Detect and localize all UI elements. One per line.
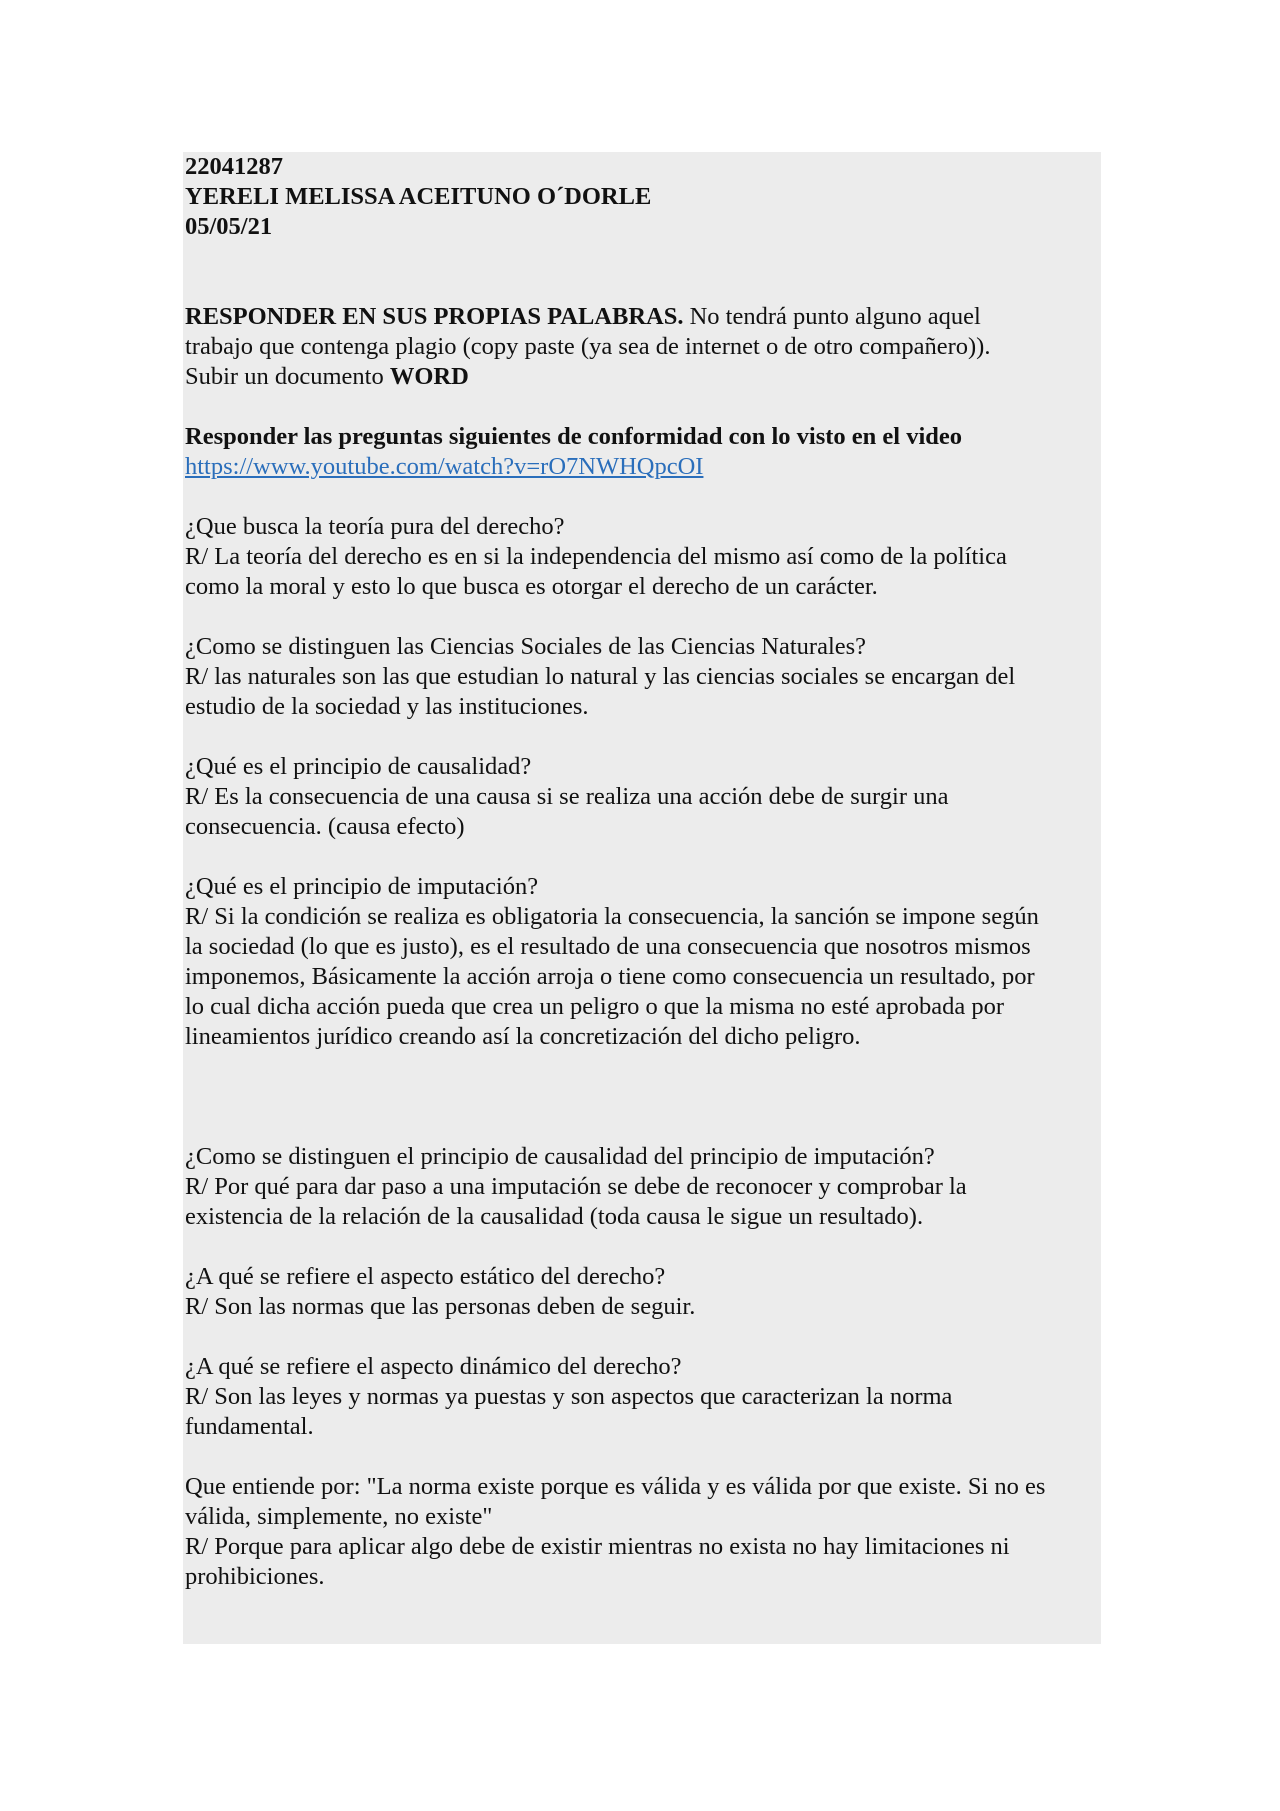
question-7: ¿A qué se refiere el aspecto dinámico del derecho?: [185, 1353, 682, 1380]
answer-8-line-2: prohibiciones.: [185, 1563, 325, 1590]
spacer: [185, 1112, 1099, 1142]
question-2: ¿Como se distinguen las Ciencias Sociales de las Ciencias Naturales?: [185, 633, 867, 660]
question-6: ¿A qué se refiere el aspecto estático del derecho?: [185, 1263, 666, 1290]
instructions-line-3: [185, 362, 1099, 392]
instructions-bold-lead: RESPONDER EN SUS PROPIAS PALABRAS.: [185, 303, 684, 330]
instructions-line-1-rest: No tendrá punto alguno aquel: [683, 303, 981, 330]
document-text: [185, 152, 1099, 1592]
instructions-line-3-text: Subir un documento: [185, 363, 390, 390]
answer-7-line-1: R/ Son las leyes y normas ya puestas y son aspectos que caracterizan la norma: [185, 1383, 953, 1410]
spacer: [185, 272, 1099, 302]
answer-4-line-4: lo cual dicha acción pueda que crea un peligro o que la misma no esté aprobada por: [185, 993, 1005, 1020]
video-link[interactable]: https://www.youtube.com/watch?v=rO7NWHQpcOI: [185, 453, 704, 480]
instructions-word-bold: WORD: [389, 363, 469, 390]
spacer: [185, 1442, 1099, 1472]
answer-4-line-3: imponemos, Básicamente la acción arroja o tiene como consecuencia un resultado, por: [185, 963, 1035, 990]
answer-5-line-2: existencia de la relación de la causalidad (toda causa le sigue un resultado).: [185, 1203, 924, 1230]
answer-1-line-1: R/ La teoría del derecho es en si la independencia del mismo así como de la política: [185, 543, 1007, 570]
question-8-line-2: válida, simplemente, no existe": [185, 1503, 493, 1530]
answer-6-line-1: R/ Son las normas que las personas deben de seguir.: [185, 1293, 696, 1320]
answer-2-line-2: estudio de la sociedad y las instituciones.: [185, 693, 589, 720]
spacer: [185, 392, 1099, 422]
answer-7-line-2: fundamental.: [185, 1413, 314, 1440]
question-1: ¿Que busca la teoría pura del derecho?: [185, 513, 565, 540]
spacer: [185, 1232, 1099, 1262]
spacer: [185, 722, 1099, 752]
spacer: [185, 1052, 1099, 1082]
answer-8-line-1: R/ Porque para aplicar algo debe de existir mientras no exista no hay limitaciones ni: [185, 1533, 1010, 1560]
student-id: 22041287: [185, 153, 283, 180]
instructions-line-2: trabajo que contenga plagio (copy paste (ya sea de internet o de otro compañero)).: [185, 333, 991, 360]
answer-3-line-2: consecuencia. (causa efecto): [185, 813, 465, 840]
question-5: ¿Como se distinguen el principio de causalidad del principio de imputación?: [185, 1143, 935, 1170]
document-body: [183, 152, 1101, 1644]
answer-4-line-5: lineamientos jurídico creando así la concretización del dicho peligro.: [185, 1023, 861, 1050]
answer-1-line-2: como la moral y esto lo que busca es otorgar el derecho de un carácter.: [185, 573, 878, 600]
spacer: [185, 1082, 1099, 1112]
answer-3-line-1: R/ Es la consecuencia de una causa si se realiza una acción debe de surgir una: [185, 783, 949, 810]
answer-4-line-2: la sociedad (lo que es justo), es el resultado de una consecuencia que nosotros mismos: [185, 933, 1031, 960]
answer-5-line-1: R/ Por qué para dar paso a una imputación se debe de reconocer y comprobar la: [185, 1173, 967, 1200]
question-3: ¿Qué es el principio de causalidad?: [185, 753, 532, 780]
spacer: [185, 842, 1099, 872]
video-heading: Responder las preguntas siguientes de conformidad con lo visto en el video: [185, 423, 963, 450]
spacer: [185, 602, 1099, 632]
answer-2-line-1: R/ las naturales son las que estudian lo natural y las ciencias sociales se encargan del: [185, 663, 1016, 690]
question-8-line-1: Que entiende por: "La norma existe porque es válida y es válida por que existe. Si no es: [185, 1473, 1046, 1500]
spacer: [185, 482, 1099, 512]
spacer: [185, 242, 1099, 272]
spacer: [185, 1322, 1099, 1352]
question-4: ¿Qué es el principio de imputación?: [185, 873, 539, 900]
instructions-line-1: [185, 302, 1099, 332]
student-name: YERELI MELISSA ACEITUNO O´DORLE: [185, 183, 652, 210]
document-date: 05/05/21: [185, 213, 273, 240]
answer-4-line-1: R/ Si la condición se realiza es obligatoria la consecuencia, la sanción se impone según: [185, 903, 1039, 930]
